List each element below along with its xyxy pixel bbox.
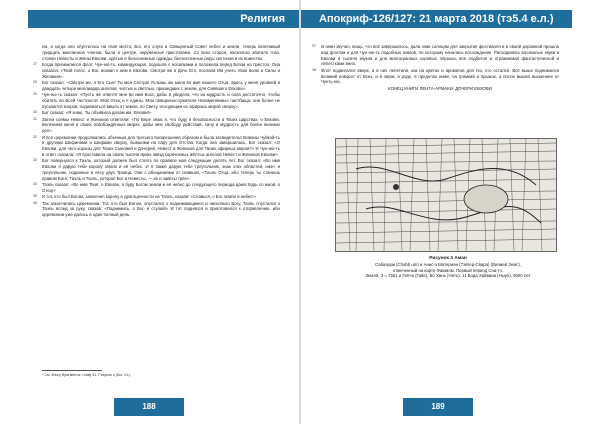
paragraph-text: Бог сказал: «Смотри же, я Его Сын! Ты моя Сестра! Услышь же меня во имя нашего Отца. Здесь у меня уровней в двадцать четыре миллиарда ангелов, чистых и светлых, пришедших с земли, для Сиявшего Евхови». <box>42 79 280 91</box>
right-page-number-text: 189 <box>431 402 445 411</box>
footnote-divider <box>42 370 102 371</box>
verse-number: 31 <box>33 116 37 121</box>
left-body-text <box>33 44 280 219</box>
paragraph-text: ем, и когда оно опустилось на своё место, Бог, его слуги и Священный Совет небес и земли, теперь величавый тридцать миллионов членов, были в центре, окружённые престолами. Со всех сторон, насколько хватало глаз, стояли Невесты и Жёны Евхови, одетые в белоснежные одежды, бесчисленные ряды сектонов и их воинство. <box>42 44 280 61</box>
figure-caption-line: Земля, З = 7551 и Гипча (Гайе), Бо Хань (Нить), 11 Вода Хайвана (Ныуп), 6000 лет <box>365 273 531 279</box>
paragraph <box>33 79 280 92</box>
paragraph <box>312 67 559 85</box>
paragraph <box>33 92 280 109</box>
verse-number: 35 <box>33 194 37 199</box>
right-header-title: Апокриф-126/127: 21 марта 2018 (тэ5.4 е.л.) <box>319 13 554 25</box>
paragraph-text: Бог сказал: «Я знаю, Ты объявила делам им, Евхови!» <box>42 110 152 116</box>
map-marker <box>393 184 399 190</box>
paragraph <box>42 44 280 61</box>
left-page-number-text: 188 <box>142 402 156 411</box>
verse-number: 32 <box>33 134 37 139</box>
verse-number: 27 <box>33 61 37 66</box>
right-page-number <box>403 398 473 416</box>
verse-number: 33 <box>33 158 37 163</box>
paragraph-text: И гимн звучал, вещь, что всё завершалось, дала знак солнцам для закрытия фестиваля и в своей дорожной прошла над флотом и для Чун-ню-ть подобных знаков, по которому начались восхождение. Расходились восхвалые звуки в Евхови и тысячи звуков и для многогранных хоровых. Музыка, всё подбитое и отражаемая фантастической и лепестками вниз. <box>321 44 559 67</box>
paragraph-text: И тот, кто был Богом, заключил корону и драгоценности на Таэль, сказав: «Славься, о Бог земли и небес!» <box>42 194 256 200</box>
paragraph <box>33 61 280 79</box>
verse-number: 28 <box>33 79 37 84</box>
paragraph <box>33 110 280 116</box>
figure-caption-line: отмеченный на карте Фаюмом. Первый период Сна-тэ. <box>392 267 504 273</box>
paragraph-text: Флот подвигался вверх, а в них лепетили, как на цветах и ароматов для тех, кто остался. Всё выше поднимался великий поворот от Всех, и в звуки, в роде, в пределах ниже, на громкий и прыжок, а после вышел вышеннее от Чунть-ню. <box>321 67 559 85</box>
paragraph <box>312 44 559 67</box>
right-header <box>301 10 572 28</box>
paragraph <box>321 86 559 92</box>
paragraph <box>33 158 280 181</box>
paragraph <box>33 194 280 200</box>
map-background <box>336 139 556 251</box>
paragraph-text: Когда приземлился флот, Чун-ню-ть, командующая, подошла с носилками и положила перед Богом на престол. Она сказала: «Твой голос, о Бог, возвал к ним в Евхови. Смотри же в Дочь Его, послана Им учить твою волю и Силы и Желания». <box>42 61 280 79</box>
verse-number: 38 <box>312 67 316 72</box>
left-page-number <box>114 398 184 416</box>
paragraph-text: Затем сонмы Невест и Женихов ответили: «По Вере знаю я, что буду я безопасности в Твоих царствах, о Евхови. Велением меня в своих освобождённых мирах, дабы мне свободу действий, силу и мудрость для более великих дел». <box>42 116 280 134</box>
figure-caption <box>329 256 567 279</box>
paragraph-text: Так закончились церемонии. Тот, кто был Богом, опустился к поднимающимся и нисколько Богу, Таэль спустился к Таэль вслед за руку, сказав: «Поднимись, о Бог, и ступай!» И тот поднялся и приготовился к отправлению, ибо церемонии уже дались в один полный день. <box>42 200 280 218</box>
footnote: * См. Книгу Фрагменты: главу 41. Рисунок 4 (Бог 4:1). <box>42 373 131 377</box>
left-header <box>28 10 299 28</box>
paragraph <box>33 200 280 218</box>
left-page <box>0 0 299 424</box>
paragraph <box>33 182 280 194</box>
left-header-title: Религия <box>240 13 285 25</box>
map-figure <box>335 138 557 252</box>
verse-number: 36 <box>33 200 37 205</box>
map-drawing <box>336 139 556 251</box>
paragraph <box>33 116 280 134</box>
verse-number: 37 <box>312 44 316 48</box>
verse-number: 34 <box>33 182 37 187</box>
map-region <box>464 185 508 213</box>
paragraph-text: Бог повернулся к Таэль, который должен был стоять по правиле моя следующие десять лет. Бог сказал: «Во имя Евхови я дарую тебе корону земли и её небес. И я также дарую тебе треугольник, знак этих областей, иже» и треугольник, поданные в лесу двух Троица. Они с обещаниями от сиявших, «Таэль Отца, ибо теперь ты станешь правом Бога, Таэль и Таэль, которое Бог и Невесты, — их и заветы трёх». <box>42 158 280 181</box>
verse-number: 29 <box>33 92 37 97</box>
verse-number: 30 <box>33 110 37 115</box>
figure-caption-line: Сабаэрум (Chubb um) и Анис-э Материан (Тэйгер-Свара) (Вилией Земс), <box>375 261 521 267</box>
paragraph-text: КОНЕЦ КНИГИ ЛЕНТА-АРМАКИ, ДОЧЕРИ ЕВХОВИ <box>388 85 492 91</box>
right-page <box>301 0 600 424</box>
right-body-text <box>312 44 559 92</box>
paragraph-text: Чун-ню-ть сказал: «Пусть же ответят мне во имя Бога, дабы я увидела, что их мудрость и сила достаточно, чтобы обитать во Всей Честности. Мой Отец и я едины. Мои священнослужители Неизменяемые пастбища, они более не пускаются взоров, подниматься ввысь от земли, по Свету, исходящим из эфирных миров сверху». <box>42 92 280 109</box>
paragraph <box>33 134 280 158</box>
figure-title: Рисунок 3 Аман <box>429 256 467 261</box>
paragraph-text: Таэль сказал: «Во имя Твоё, о Евхови, я буду Богом земли и её небес до следующего периода дана! Будь со мной, о Отец!» <box>42 182 280 193</box>
paragraph-text: И все церемонии продолжались обычным для третьего воскрешения образом и была засвидетельствованы Чуйкой-ть и другими Шефинами и Шефами сверху, бывшими на пару для Отства. Когда она завершилась, Бог сказал: «О Евхови, для чего короны для Твоих Сыновей и Дочерей, Невест и Женихов для Твоих эфирных миров?» И Чун-ню-ть в ответ сказала: «Я проставила на своих тысячи ярких звёзд коричневых жёлтых ангелов Невест и Женихов Евхови». <box>42 134 280 157</box>
